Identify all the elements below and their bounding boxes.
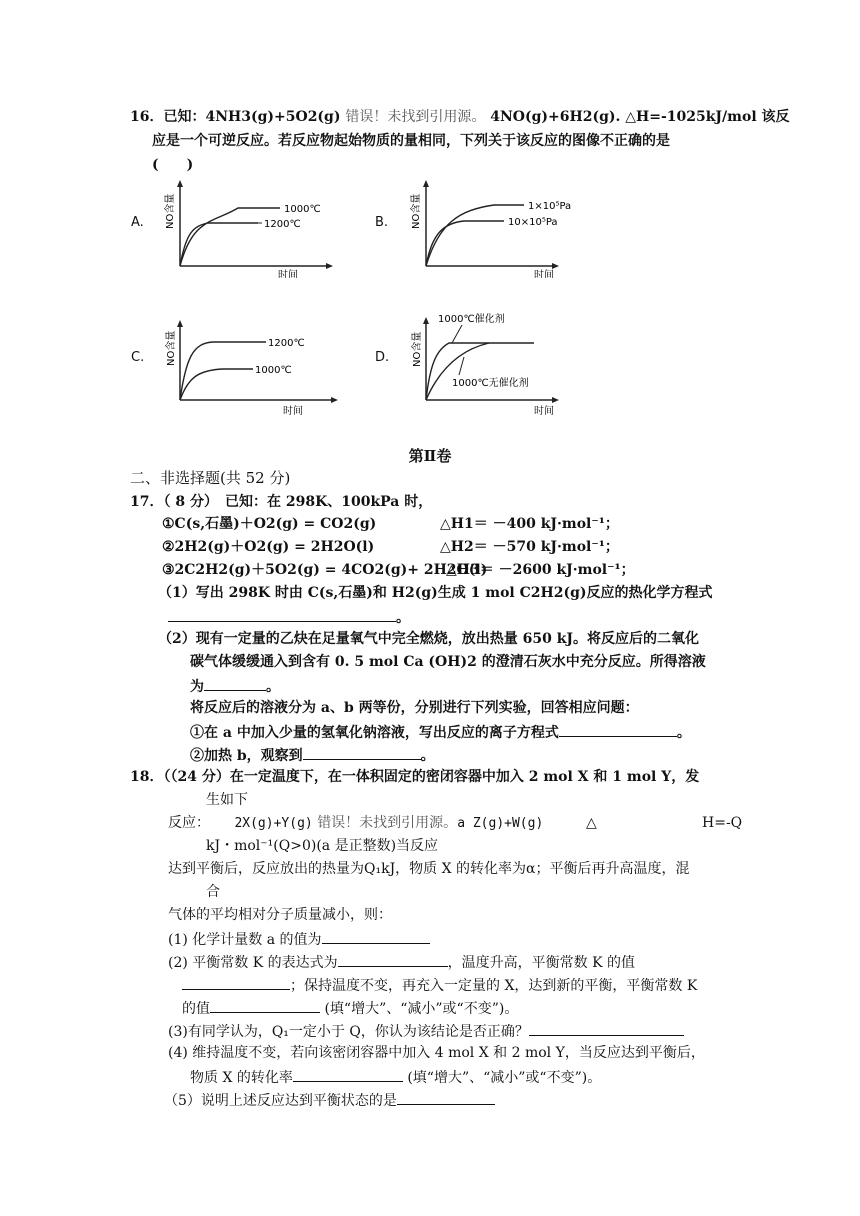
graph-d-ylabel: NO含量: [412, 331, 423, 367]
answer-blank: [338, 952, 448, 967]
graph-c-ylabel: NO含量: [166, 330, 177, 366]
graph-c-curve2: 1000℃: [255, 365, 292, 376]
graph-b-label: B.: [375, 215, 389, 230]
q18-r4: 合: [206, 884, 220, 900]
q18-s3: (3)有同学认为，Q₁一定小于 Q，你认为该结论是否正确？: [168, 1021, 684, 1041]
q18-s5: （5）说明上述反应达到平衡状态的是: [164, 1090, 495, 1110]
graph-d-label: D.: [375, 350, 390, 365]
q18-reaction-line1: 反应： 2X(g)+Y(g) 错误！未找到引用源。a Z(g)+W(g): [168, 815, 544, 831]
q17-p2e: ①在 a 中加入少量的氢氧化钠溶液，写出反应的离子方程式 。: [190, 722, 691, 742]
q17-p2c: 为 。: [190, 676, 280, 696]
q17-head: 17．（ 8 分） 已知：在 298K、100kPa 时，: [130, 494, 433, 510]
q17-eq1: ①C(s,石墨)＋O2(g) = CO2(g): [162, 516, 377, 532]
graph-b-ylabel: NO含量: [411, 193, 422, 229]
graph-b-xlabel: 时间: [534, 270, 554, 278]
q18-r5: 气体的平均相对分子质量减小，则：: [168, 907, 392, 923]
graph-b-curve1: 1×10⁵Pa: [528, 201, 572, 212]
q18-s2c: ；保持温度不变，再充入一定量的 X，达到新的平衡，平衡常数 K: [182, 975, 697, 995]
answer-blank: [559, 722, 677, 737]
q18-h: H=-Q: [702, 815, 743, 831]
q18-delta: △: [586, 815, 597, 831]
q18-head2: 生如下: [206, 792, 248, 808]
graph-c-curve1: 1200℃: [268, 338, 305, 349]
q17-h2: △H2＝ －570 kJ·mol⁻¹；: [440, 539, 619, 555]
q17-p1-answer: 。: [168, 607, 410, 627]
q18-s1: (1) 化学计量数 a 的值为: [168, 929, 430, 949]
graph-a: [158, 178, 348, 278]
q17-h1: △H1＝ －400 kJ·mol⁻¹；: [440, 516, 619, 532]
answer-blank: [397, 1090, 495, 1105]
q18-reaction-line2: kJ・mol⁻¹(Q>0)(a 是正整数)当反应: [206, 838, 439, 854]
graph-d-xlabel: 时间: [534, 406, 554, 417]
q17-p2d: 将反应后的溶液分为 a、b 两等份，分别进行下列实验，回答相应问题：: [190, 700, 639, 716]
q16-line1: 16．已知：4NH3(g)+5O2(g) 错误！未找到引用源。 4NO(g)+6H2(g). △H=-1025kJ/mol 该反: [130, 109, 790, 125]
q17-p1: （1）写出 298K 时由 C(s,石墨)和 H2(g)生成 1 mol C2H2(g)反应的热化学方程式: [158, 585, 713, 601]
graph-a-curve2: 1200℃: [264, 219, 301, 230]
graph-a-xlabel: 时间: [278, 270, 298, 278]
q17-p2b: 碳气体缓缓通入到含有 0. 5 mol Ca (OH)2 的澄清石灰水中充分反应。所得溶液: [190, 654, 706, 670]
graph-a-ylabel: NO含量: [165, 193, 176, 229]
graph-b: [404, 178, 594, 278]
graph-c: [158, 318, 348, 418]
graph-a-label: A.: [131, 215, 144, 230]
graph-c-xlabel: 时间: [283, 406, 303, 417]
answer-blank: [210, 998, 320, 1013]
q18-s2d: 的值 (填“增大”、“减小”或“不变”)。: [182, 998, 518, 1018]
q18-s2a: (2) 平衡常数 K 的表达式为 ，温度升高，平衡常数 K 的值: [168, 952, 635, 972]
section-title: 第Ⅱ卷: [408, 447, 452, 465]
q18-s4b: 物质 X 的转化率 (填“增大”、“减小”或“不变”)。: [190, 1067, 601, 1087]
q17-p2a: （2）现有一定量的乙炔在足量氧气中完全燃烧，放出热量 650 kJ。将反应后的二氧化: [158, 631, 700, 647]
section-heading: 二、非选择题(共 52 分): [130, 469, 291, 487]
answer-blank: [204, 676, 266, 691]
answer-blank: [322, 929, 430, 944]
q17-eq3: ③2C2H2(g)＋5O2(g) = 4CO2(g)+ 2H2O(l): [162, 562, 488, 578]
answer-blank: [168, 607, 396, 622]
q17-h3: △H3＝ －2600 kJ·mol⁻¹；: [446, 562, 635, 578]
q17-p2f: ②加热 b，观察到 。: [190, 745, 435, 765]
graph-d: [404, 305, 604, 420]
q18-r3: 达到平衡后，反应放出的热量为Q₁kJ，物质 X 的转化率为α；平衡后再升高温度，混: [168, 861, 690, 877]
q16-line3: ( ): [152, 157, 194, 173]
graph-d-curve1: 1000℃催化剂: [438, 314, 505, 325]
q18-s4a: (4) 维持温度不变，若向该密闭容器中加入 4 mol X 和 2 mol Y，当反应达到平衡后，: [168, 1045, 705, 1061]
q16-line2: 应是一个可逆反应。若反应物起始物质的量相同，下列关于该反应的图像不正确的是: [152, 133, 670, 149]
q17-eq2: ②2H2(g)＋O2(g) = 2H2O(l): [162, 539, 375, 555]
graph-a-curve1: 1000℃: [284, 204, 321, 215]
answer-blank: [293, 1067, 403, 1082]
answer-blank: [182, 975, 290, 990]
graph-b-curve2: 10×10⁵Pa: [508, 217, 558, 228]
answer-blank: [303, 745, 421, 760]
answer-blank: [529, 1021, 684, 1036]
graph-c-label: C.: [131, 350, 145, 365]
graph-d-curve2: 1000℃无催化剂: [452, 378, 529, 389]
q18-head: 18．（（24 分）在一定温度下，在一体积固定的密闭容器中加入 2 mol X 和 1 mol Y，发: [130, 769, 700, 785]
